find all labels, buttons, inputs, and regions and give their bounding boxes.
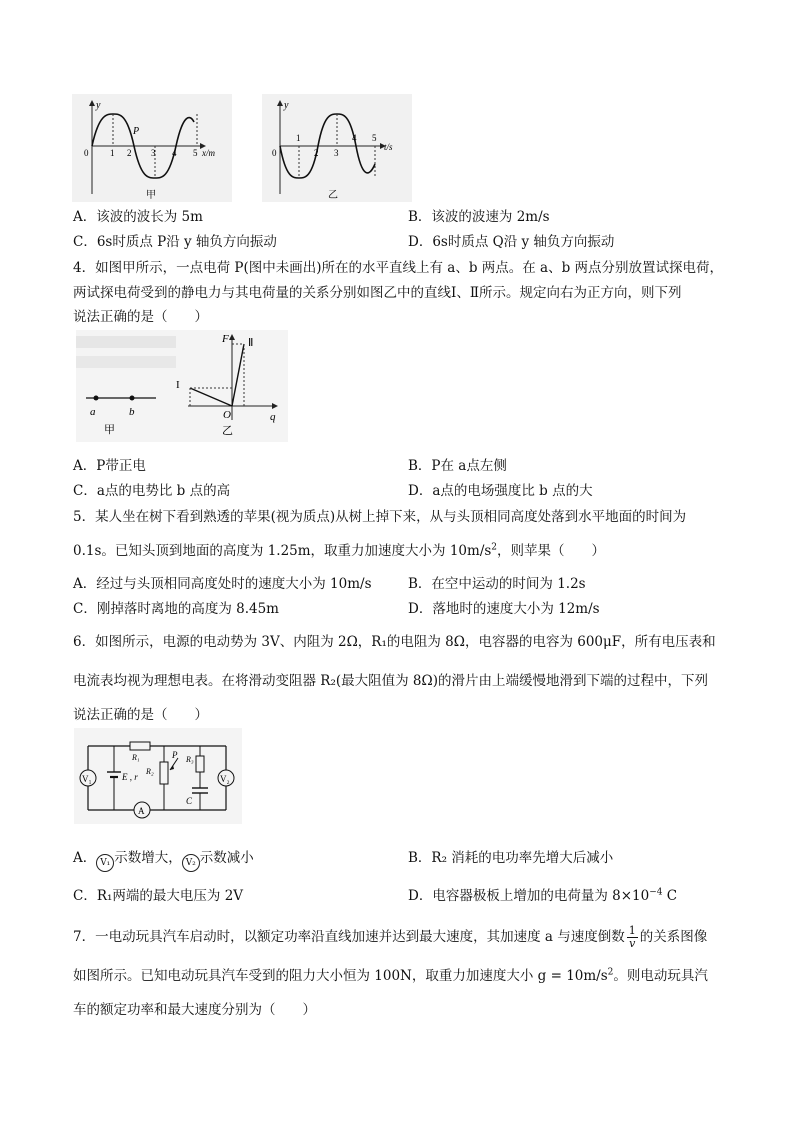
q3-option-c: C．6s时质点 P沿 y 轴负方向振动 (73, 234, 277, 250)
wave-yi-tick-2: 2 (314, 148, 319, 158)
q5-line2-pre: 0.1s。已知头顶到地面的高度为 1.25m，取重力加速度大小为 10m/s (73, 543, 492, 559)
voltmeter-v2-icon: V₂ (182, 854, 200, 872)
wave-jia-tick-0: 0 (84, 148, 89, 158)
q5-option-c: C．刚掉落时离地的高度为 8.45m (73, 601, 279, 617)
q5-stem-line2 (73, 539, 605, 559)
q4-yi-II-label: Ⅱ (248, 337, 254, 349)
q4-stem-line2: 两试探电荷受到的静电力与其电荷量的关系分别如图乙中的直线Ⅰ、Ⅱ所示。规定向右为正方向，则下列 (73, 285, 682, 301)
wave-jia-tick-5: 5 (193, 148, 198, 158)
wave-jia-tick-4: 4 (172, 148, 177, 158)
q7-frac-den: v (629, 937, 636, 950)
q6-stem-line3: 说法正确的是（ ） (73, 707, 208, 723)
q5-option-b: B．在空中运动的时间为 1.2s (408, 576, 586, 592)
wave-jia-x-label: x/m (202, 148, 215, 158)
q4-yi-caption: 乙 (222, 425, 233, 437)
q6-stem-line2: 电流表均视为理想电表。在将滑动变阻器 R₂(最大阻值为 8Ω)的滑片由上端缓慢地滑到下端的过程中，下列 (73, 673, 708, 689)
q6-circuit-C: C (186, 796, 193, 806)
q5-option-d: D．落地时的速度大小为 12m/s (408, 601, 600, 617)
q6-circuit-A: A (138, 806, 145, 816)
q6-option-d-post: C (662, 888, 678, 904)
q6-circuit-R3: R₃ (186, 755, 194, 764)
q6-option-a-prefix: A． (73, 850, 97, 866)
q4-option-d: D．a点的电场强度比 b 点的大 (408, 483, 593, 499)
q6-option-d (408, 884, 677, 904)
q7-frac-num: 1 (628, 924, 636, 937)
q4-yi-I-label: I (176, 379, 180, 391)
q4-yi-F-label: F (222, 333, 229, 345)
q4-stem-line1: 4．如图甲所示，一点电荷 P(图中未画出)所在的水平直线上有 a、b 两点。在 a、b 两点分别放置试探电荷， (73, 260, 724, 276)
q6-option-a (73, 846, 254, 872)
q3-option-a: A．该波的波长为 5m (73, 209, 203, 225)
q7-stem-line1 (73, 925, 707, 950)
q7-line2-post: 。则电动玩具汽 (613, 968, 708, 984)
q4-option-a: A．P带正电 (73, 458, 146, 474)
q7-line1-post: 的关系图像 (639, 929, 708, 945)
wave-yi-tick-3: 3 (334, 148, 339, 158)
q4-jia-caption: 甲 (104, 424, 115, 436)
wave-yi-caption: 乙 (328, 190, 338, 201)
q7-line1-pre: 7．一电动玩具汽车启动时，以额定功率沿直线加速并达到最大速度，其加速度 a 与速度倒数 (73, 929, 625, 945)
wave-yi-x-label: t/s (384, 142, 393, 152)
q6-circuit-V2: V₂ (220, 774, 230, 784)
figure-q4 (76, 330, 288, 442)
q5-line2-post: ，则苹果（ ） (497, 543, 606, 559)
q6-option-b: B．R₂ 消耗的电功率先增大后减小 (408, 850, 614, 866)
q5-option-a: A．经过与头顶相同高度处时的速度大小为 10m/s (73, 576, 372, 592)
q6-circuit-P: P (172, 750, 178, 760)
q5-line2-sup: 2 (491, 542, 498, 553)
q6-option-d-sup: −4 (649, 887, 663, 898)
wave-jia-point-label: P (133, 126, 140, 137)
wave-yi-tick-5: 5 (372, 133, 377, 143)
q7-fraction (627, 925, 638, 950)
q6-stem-line1: 6．如图所示，电源的电动势为 3V、内阻为 2Ω，R₁的电阻为 8Ω，电容器的电容为 600μF，所有电压表和 (73, 634, 716, 650)
wave-jia-y-label: y (96, 100, 101, 111)
q4-jia-a-label: a (90, 406, 96, 418)
q4-yi-O-label: O (223, 409, 231, 421)
wave-jia-tick-2: 2 (127, 148, 132, 158)
q6-option-a-post: 示数减小 (199, 850, 254, 866)
q6-circuit-E: E , r (122, 772, 138, 782)
wave-yi-tick-4: 4 (352, 133, 357, 143)
q7-stem-line3: 车的额定功率和最大速度分别为（ ） (73, 1002, 316, 1018)
wave-jia-caption: 甲 (146, 190, 156, 201)
q6-circuit-R1: R₁ (132, 753, 140, 762)
q4-stem-line3: 说法正确的是（ ） (73, 309, 208, 325)
q6-circuit-V1: V₁ (82, 774, 92, 784)
wave-jia-tick-1: 1 (110, 148, 115, 158)
wave-jia-tick-3: 3 (151, 148, 156, 158)
wave-yi-tick-1: 1 (296, 133, 301, 143)
q6-option-a-mid: 示数增大， (114, 850, 182, 866)
q6-option-d-pre: D．电容器极板上增加的电荷量为 8×10 (408, 888, 650, 904)
q6-circuit-R2: R₂ (146, 767, 154, 776)
voltmeter-v1-icon: V₁ (96, 854, 114, 872)
q3-option-d: D．6s时质点 Q沿 y 轴负方向振动 (408, 234, 615, 250)
q4-yi-q-label: q (270, 411, 276, 423)
q7-stem-line2 (73, 964, 708, 984)
wave-yi-y-label: y (284, 100, 289, 111)
wave-yi-tick-0: 0 (272, 148, 277, 158)
figure-q6-circuit (74, 728, 242, 824)
q3-option-b: B．该波的波速为 2m/s (408, 209, 550, 225)
q4-option-b: B．P在 a点左侧 (408, 458, 507, 474)
q7-line2-pre: 如图所示。已知电动玩具汽车受到的阻力大小恒为 100N，取重力加速度大小 g = 10m/s (73, 968, 608, 984)
q6-option-c: C．R₁两端的最大电压为 2V (73, 888, 244, 904)
q4-option-c: C．a点的电势比 b 点的高 (73, 483, 231, 499)
figure-wave-jia (72, 94, 232, 202)
q7-line2-sup: 2 (607, 967, 614, 978)
figure-wave-yi (262, 94, 412, 202)
q5-stem-line1: 5．某人坐在树下看到熟透的苹果(视为质点)从树上掉下来，从与头顶相同高度处落到水平地面的时间为 (73, 509, 687, 525)
q4-jia-b-label: b (129, 406, 135, 418)
